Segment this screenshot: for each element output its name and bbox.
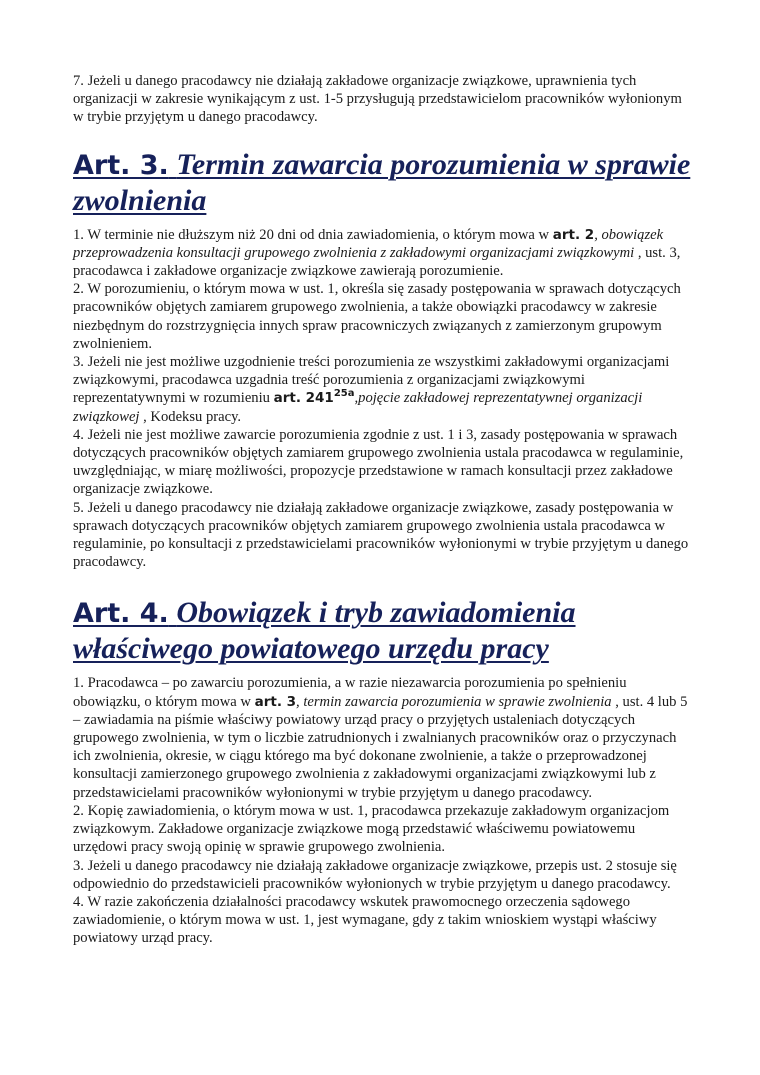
art4-paragraph-2: 2. Kopię zawiadomienia, o którym mowa w ust. 1, pracodawca przekazuje zakładowym organizacjom związkowym. Zakładowe organizacje związkowe mogą przedstawić właściwemu powiatowemu urzędowi pracy swoją opinię w sprawie grupowego zwolnienia. — [73, 802, 670, 856]
art2-paragraph-7: 7. Jeżeli u danego pracodawcy nie działają zakładowe organizacje związkowe, uprawnienia tych organizacji w zakresie wynikającym z ust. 1-5 przysługują przedstawicielom pracowników wyłonionym w trybie przyjętym u danego pracodawcy. — [73, 73, 682, 126]
art3-paragraph-4: 4. Jeżeli nie jest możliwe zawarcie porozumienia zgodnie z ust. 1 i 3, zasady postępowania w sprawach dotyczących pracowników objętych zamiarem grupowego zwolnienia ustala pracodawca w regulaminie, uwzględniając, w miarę możliwości, propozycje przedstawione w ramach konsultacji przez zakładowe organizacje związkowe. — [73, 426, 684, 498]
art2-reference-link[interactable]: art. 2 — [552, 226, 595, 243]
art3-title: Termin zawarcia porozumienia w sprawie zwolnienia — [73, 147, 691, 217]
document-page — [73, 72, 693, 948]
art3-reference-link[interactable]: art. 3 — [254, 693, 297, 710]
art4-paragraph-4: 4. W razie zakończenia działalności pracodawcy wskutek prawomocnego orzeczenia sądowego zawiadomienie, o którym mowa w ust. 1, jest wymagane, gdy z takim wnioskiem wystąpi właściwy powiatowy urząd pracy. — [73, 893, 657, 947]
art241-superscript: 25a — [333, 388, 355, 400]
art3-paragraph-2: 2. W porozumieniu, o którym mowa w ust. 1, określa się zasady postępowania w sprawach dotyczących pracowników objętych zamiarem grupowego zwolnienia, a także obowiązki pracodawcy w zakresie niezbędnym do rozstrzygnięcia innych spraw pracowniczych związanych z zamierzonym grupowym zwolnieniem. — [73, 281, 681, 352]
art3-paragraph-3: 3. Jeżeli nie jest możliwe uzgodnienie treści porozumienia ze wszystkimi zakładowymi organizacjami związkowymi, pracodawca uzgadnia treść porozumienia z organizacjami związkowymi reprezentatywnymi w rozumieniu art. $241^{25a},pojęcie$ zakładowej reprezentatywnej organizacji związkowej , Kodeksu pracy. — [73, 354, 670, 425]
art3-reference-title: , termin zawarcia porozumienia w sprawie zwolnienia — [296, 693, 612, 710]
art3-number: Art. 3. — [73, 149, 169, 181]
art4-number: Art. 4. — [73, 598, 169, 630]
art3-paragraph-5: 5. Jeżeli u danego pracodawcy nie działają zakładowe organizacje związkowe, zasady postępowania w sprawach dotyczących pracowników objętych zamiarem grupowego zwolnienia ustala pracodawca w regulaminie, po konsultacji z przedstawicielami pracowników wyłonionymi w trybie przyjętym u danego pracodawcy. — [73, 499, 689, 571]
art241-reference-link[interactable]: art. 241 — [273, 390, 334, 407]
art4-paragraph-1: 1. Pracodawca – po zawarciu porozumienia, a w razie niezawarcia porozumienia po spełnieniu obowiązku, o którym mowa w art. 3, termin zawarcia porozumienia w sprawie zwolnienia , ust. 4 lub 5 – zawiadamia na piśmie właściwy powiatowy urząd pracy o przyjętych ustaleniach dotyczących grupowego zwolnienia, w tym o liczbie zatrudnionych i zwalnianych pracowników oraz o przyczynach ich zwolnienia, okresie, w ciągu którego ma być dokonane zwolnienie, a także o przeprowadzonej konsultacji zamierzonego grupowego zwolnienia z zakładowymi organizacjami związkowymi lub z przedstawicielami pracowników wyłonionymi w trybie przyjętym u danego pracodawcy. — [73, 675, 688, 801]
art4-title: Obowiązek i tryb zawiadomienia właściwego powiatowego urzędu pracy — [73, 596, 576, 666]
art2-reference-title: , obowiązek przeprowadzenia konsultacji grupowego zwolnienia z zakładowymi organizacjami związkowymi — [73, 226, 664, 261]
art3-paragraph-1: 1. W terminie nie dłuższym niż 20 dni od dnia zawiadomienia, o którym mowa w art. 2, obowiązek przeprowadzenia konsultacji grupowego zwolnienia z zakładowymi organizacjami związkowymi , ust. 3, pracodawca i zakładowe organizacje związkowe zawierają porozumienie. — [73, 226, 681, 280]
art241-reference-title: ,pojęcie zakładowej reprezentatywnej organizacji związkowej — [73, 390, 643, 425]
section-spacer — [73, 571, 693, 595]
art3-heading — [73, 147, 693, 218]
art4-paragraph-3: 3. Jeżeli u danego pracodawcy nie działają zakładowe organizacje związkowe, przepis ust. 2 stosuje się odpowiednio do przedstawicieli pracowników wyłonionych w trybie przyjętym u danego pracodawcy. — [73, 857, 677, 892]
art4-heading — [73, 595, 693, 666]
